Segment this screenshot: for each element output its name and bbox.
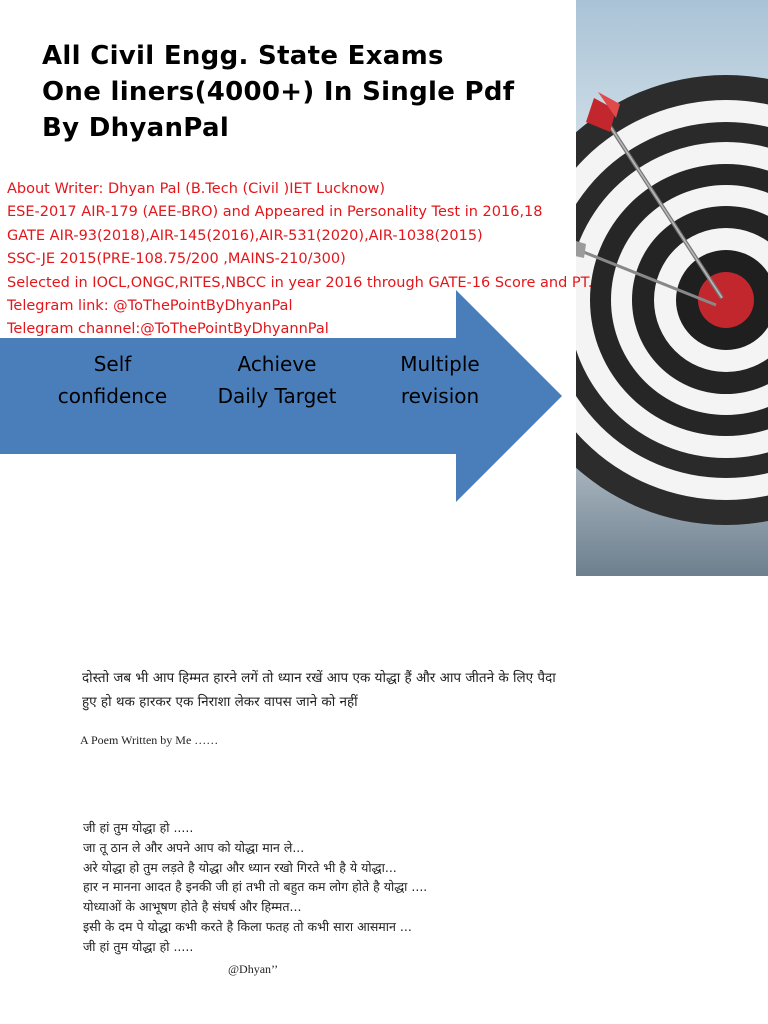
about-line: SSC-JE 2015(PRE-108.75/200 ,MAINS-210/300): [7, 251, 346, 268]
poem-line: हार न मानना आदत है इनकी जी हां तभी तो बहुत कम लोग होते है योद्धा ....: [83, 879, 428, 895]
about-line: ESE-2017 AIR-179 (AEE-BRO) and Appeared in Personality Test in 2016,18: [7, 204, 543, 221]
about-line: GATE AIR-93(2018),AIR-145(2016),AIR-531(2020),AIR-1038(2015): [7, 227, 483, 244]
arrow-step-daily-target: Achieve Daily Target: [217, 352, 337, 408]
telegram-channel: Telegram channel:@ToThePointByDhyannPal: [7, 321, 329, 338]
about-writer: [7, 178, 647, 342]
poem-line: इसी के दम पे योद्धा कभी करते है किला फतह तो कभी सारा आसमान ...: [83, 918, 412, 934]
poem-line: जी हां तुम योद्धा हो .....: [83, 820, 194, 835]
page-title: [42, 38, 572, 146]
poem: [83, 818, 643, 957]
signature: @Dhyan’’: [228, 962, 279, 976]
arrow-step-revision: Multiple revision: [400, 352, 480, 408]
arrow-step-self-confidence: Self confidence: [57, 352, 168, 408]
poem-line: जी हां तुम योद्धा हो .....: [83, 938, 194, 954]
intro-line: दोस्तो जब भी आप हिम्मत हारने लगें तो ध्यान रखें आप एक योद्धा हैं और आप जीतने के लिए पैदा: [82, 670, 556, 686]
poem-heading: A Poem Written by Me ……: [80, 733, 219, 747]
intro-line: हुए हो थक हारकर एक निराशा लेकर वापस जाने को नहीं: [82, 694, 358, 710]
about-line: About Writer: Dhyan Pal (B.Tech (Civil )IET Lucknow): [7, 181, 386, 197]
about-line: Selected in IOCL,ONGC,RITES,NBCC in year 2016 through GATE-16 Score and PT.: [7, 274, 593, 291]
title-line: By DhyanPal: [42, 113, 230, 143]
telegram-link: Telegram link: @ToThePointByDhyanPal: [7, 298, 293, 315]
poem-line: अरे योद्धा हो तुम लड़ते है योद्धा और ध्यान रखो गिरते भी है ये योद्धा...: [83, 859, 397, 875]
motivation-intro: [82, 666, 702, 714]
title-line: All Civil Engg. State Exams: [42, 41, 444, 71]
title-line: One liners(4000+) In Single Pdf: [42, 77, 515, 107]
poem-line: योध्याओं के आभूषण होते है संघर्ष और हिम्मत...: [83, 899, 302, 915]
poem-line: जा तू ठान ले और अपने आप को योद्धा मान ले...: [83, 839, 305, 855]
